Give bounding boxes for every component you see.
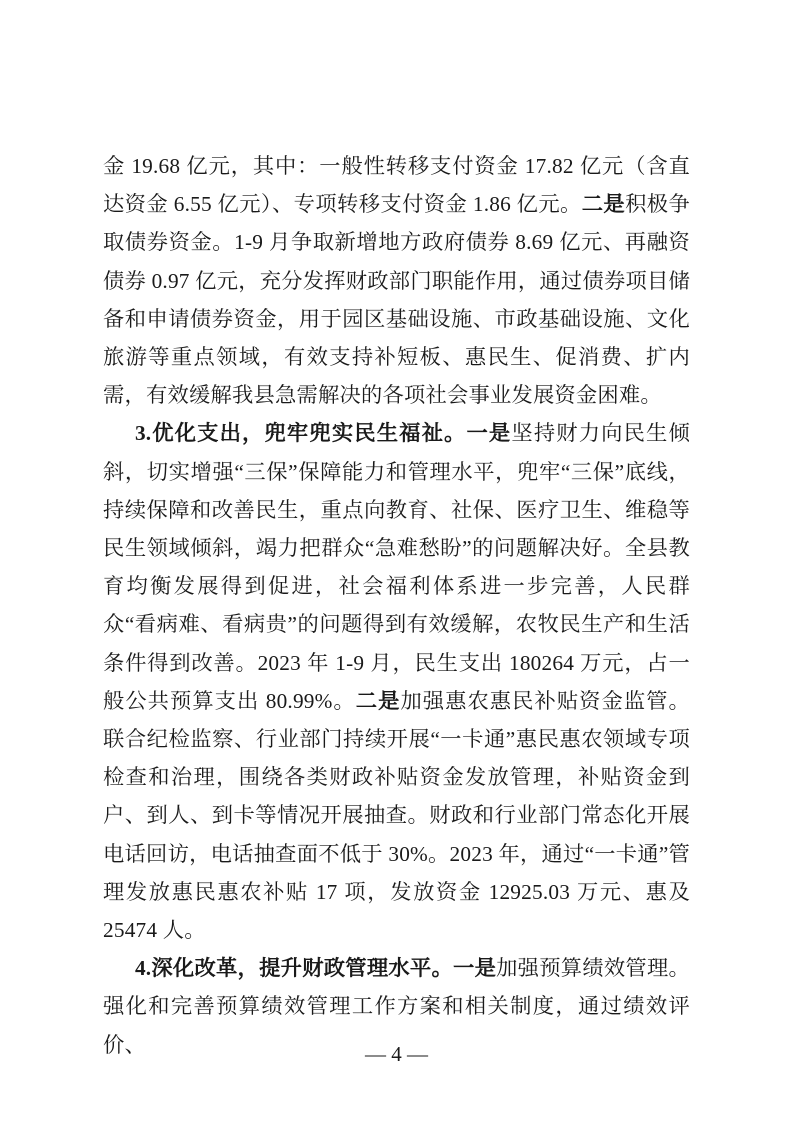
bold-text-segment: 3.优化支出，兜牢兜实民生福祉。一是	[134, 421, 512, 446]
text-segment: 积极争取债券资金。1-9 月争取新增地方政府债券 8.69 亿元、再融资债券 0.97 亿元，充分发挥财政部门职能作用，通过债券项目储备和申请债券资金，用于园区基础设施、市政基础设施、文化旅游等重点领域，有效支持补短板、惠民生、促消费、扩内需，有效缓解我县急需解决的各项社会事业发展资金困难。	[103, 192, 690, 408]
page-number: — 4 —	[365, 1042, 428, 1066]
paragraph	[103, 147, 690, 414]
paragraph	[103, 414, 690, 949]
page-footer	[0, 1041, 793, 1067]
document-body	[103, 147, 690, 1064]
text-segment: 坚持财力向民生倾斜，切实增强“三保”保障能力和管理水平，兜牢“三保”底线，持续保障和改善民生，重点向教育、社保、医疗卫生、维稳等民生领域倾斜，竭力把群众“急难愁盼”的问题解决好。全县教育均衡发展得到促进，社会福利体系进一步完善，人民群众“看病难、看病贵”的问题得到有效缓解，农牧民生产和生活条件得到改善。2023 年 1-9 月，民生支出 180264 万元，占一般公共预算支出 80.99%。	[103, 421, 691, 713]
text-segment: 金 19.68 亿元，其中：一般性转移支付资金 17.82 亿元（含直达资金 6.55 亿元）、专项转移支付资金 1.86 亿元。	[103, 154, 690, 217]
bold-text-segment: 4.深化改革，提升财政管理水平。一是	[134, 956, 497, 981]
text-segment: 加强惠农惠民补贴资金监管。联合纪检监察、行业部门持续开展“一卡通”惠民惠农领域专项检查和治理，围绕各类财政补贴资金发放管理，补贴资金到户、到人、到卡等情况开展抽查。财政和行业部门常态化开展电话回访，电话抽查面不低于 30%。2023 年，通过“一卡通”管理发放惠民惠农补贴 17 项，发放资金 12925.03 万元、惠及 25474 人。	[103, 688, 690, 943]
bold-text-segment: 二是	[355, 688, 401, 713]
text-segment: 加强预算绩效管理。强化和完善预算绩效管理工作方案和相关制度，通过绩效评价、	[103, 956, 690, 1057]
bold-text-segment: 二是	[581, 192, 626, 217]
